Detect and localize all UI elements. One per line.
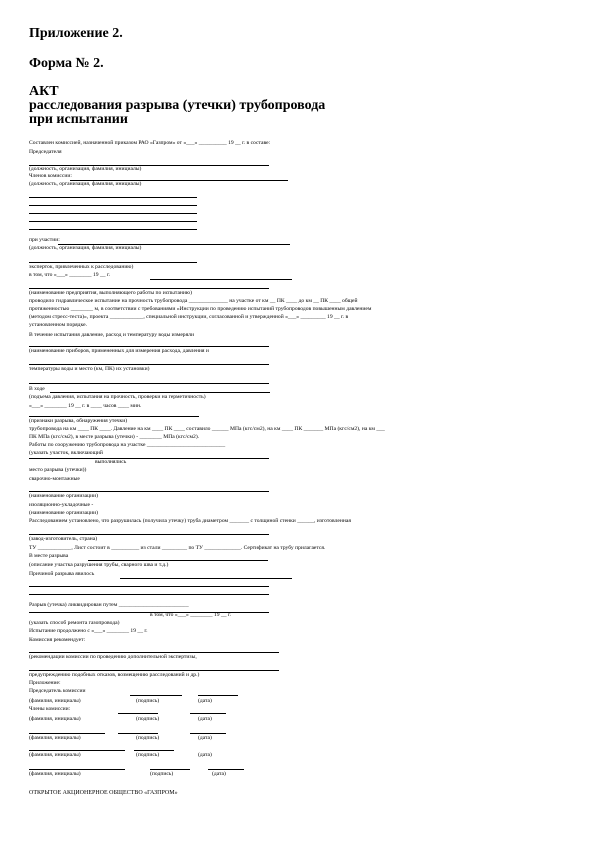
form-text-line: Причиной разрыва явилось: [29, 571, 95, 577]
form-text-line: Составлен комиссией, назначенной приказом РАО «Газпром» от «___» __________ 19 __ г. в составе:: [29, 140, 271, 146]
form-text-line: ТУ ____________, Лист состоит в __________ из стали _________ по ТУ _____________. Сертификат на трубу прилагается.: [29, 545, 326, 551]
signature-caption-date: (дата): [198, 735, 212, 741]
signature-caption-name: (фамилия, инициалы): [29, 716, 81, 722]
signature-line[interactable]: [118, 733, 158, 734]
name-line[interactable]: [29, 750, 125, 751]
form-text-line: (должность, организация, фамилия, инициалы): [29, 181, 142, 187]
fill-in-line[interactable]: [50, 392, 270, 393]
form-text-line: место разрыва (утечки)): [29, 467, 87, 473]
form-text-line: (признаки разрыва, обнаружения утечки): [29, 418, 128, 424]
form-text-line: проводило гидравлическое испытание на прочность трубопровода ______________ на участке от км __ ПК ____ до км __ ПК ____ общей: [29, 298, 358, 304]
signature-line[interactable]: [150, 769, 190, 770]
form-text-line: (рекомендации комиссии по проведению дополнительной экспертизы,: [29, 654, 197, 660]
name-line[interactable]: [29, 733, 105, 734]
form-text-line: Работы по сооружению трубопровода на участке ____________________________: [29, 442, 226, 448]
form-text-line: «___» ________ 19 __ г. в ____ часов ____ мин.: [29, 403, 142, 409]
fill-in-line[interactable]: [29, 458, 269, 459]
form-text-line: Председателя: [29, 149, 62, 155]
form-text-line: (указать участок, включающий: [29, 450, 103, 456]
fill-in-line[interactable]: [29, 491, 269, 492]
form-text-line: Приложение:: [29, 680, 61, 686]
form-text-line: в том, что «___» ________ 19 __ г.: [29, 272, 111, 278]
form-text-line: (наименование приборов, примененных для измерения расхода, давления и: [29, 348, 209, 354]
form-text-line: (наименование предприятия, выполняющего работы по испытанию): [29, 290, 192, 296]
fill-in-line[interactable]: [29, 229, 197, 230]
signature-line[interactable]: [134, 750, 174, 751]
date-line[interactable]: [190, 733, 226, 734]
fill-in-line[interactable]: [29, 221, 197, 222]
date-line[interactable]: [198, 695, 238, 696]
act-title-line-2: расследования разрыва (утечки) трубопровода: [29, 98, 326, 113]
signature-caption-sign: (подпись): [136, 735, 160, 741]
fill-in-line[interactable]: [29, 534, 269, 535]
form-text-line: температуры воды и место (км, ПК) их установки): [29, 366, 150, 372]
form-number-heading: Форма № 2.: [29, 56, 104, 71]
signature-caption-name: (фамилия, инициалы): [29, 698, 81, 704]
date-line[interactable]: [208, 769, 244, 770]
form-text-line: (подъема давления, испытания на прочность, проверки на герметичность): [29, 394, 206, 400]
form-text-line: (указать способ ремонта газопровода): [29, 620, 120, 626]
form-text-line: предупреждению подобных отказов, возмещению расследований и др.): [29, 672, 200, 678]
form-text-line: Комиссия рекомендует:: [29, 637, 86, 643]
fill-in-line[interactable]: [29, 213, 197, 214]
signature-caption-date: (дата): [198, 752, 212, 758]
form-text-line: ПК МПа (кгс/см2), в месте разрыва (утечки) - ________ МПа (кгс/см2).: [29, 434, 200, 440]
form-text-line: при участии:: [29, 237, 60, 243]
signature-caption-date: (дата): [198, 698, 212, 704]
form-text-line: протяженностью ________ м, в соответствии с требованиями «Инструкции по проведению испытаний трубопроводов повышенным давлением: [29, 306, 372, 312]
signature-caption-sign: (подпись): [150, 771, 174, 777]
fill-in-line[interactable]: [29, 652, 279, 653]
fill-in-line[interactable]: [88, 560, 268, 561]
form-text-line: Расследованием установлено, что разрушилась (получила утечку) труба диаметром _______ с толщиной стенки ______, изготовленная: [29, 518, 351, 524]
fill-in-line[interactable]: [29, 346, 269, 347]
footer-company-name: ОТКРЫТОЕ АКЦИОНЕРНОЕ ОБЩЕСТВО «ГАЗПРОМ»: [29, 790, 178, 796]
signature-caption-name: (фамилия, инициалы): [29, 735, 81, 741]
form-text-line: Члены комиссии:: [29, 706, 71, 712]
form-text-line: Членов комиссии:: [29, 173, 72, 179]
fill-in-line[interactable]: [29, 383, 269, 384]
form-text-line: сварочно-монтажные: [29, 476, 80, 482]
form-text-line: (методом стресс-теста)», проекта ____________, специальной инструкции, согласованной и утвержденной «___» _________ 19 __ г. в: [29, 314, 349, 320]
fill-in-line[interactable]: [29, 364, 269, 365]
appendix-heading: Приложение 2.: [29, 26, 123, 41]
form-text-line: трубопровода на км ____ ПК ____. Давление на км ____ ПК ____ составило ______ МПа (кгс/см2), на км ____ ПК _______ МПа (кгс/см2), на км ___: [29, 426, 385, 432]
form-text-line: Разрыв (утечка) ликвидирован путем _________________________: [29, 602, 189, 608]
fill-in-line[interactable]: [29, 205, 197, 206]
form-text-line: Председатель комиссии: [29, 688, 86, 694]
signature-line[interactable]: [118, 713, 158, 714]
form-text-line: изоляционно-укладочные -: [29, 502, 94, 508]
act-title-line-3: при испытании: [29, 112, 128, 127]
fill-in-line[interactable]: [29, 612, 269, 613]
signature-caption-sign: (подпись): [136, 698, 160, 704]
fill-in-line[interactable]: [120, 578, 292, 579]
form-text-line: (завод-изготовитель, страна): [29, 536, 98, 542]
form-text-line: (должность, организация, фамилия, инициалы): [29, 166, 142, 172]
fill-in-line[interactable]: [29, 586, 269, 587]
signature-caption-sign: (подпись): [136, 716, 160, 722]
form-text-line: В месте разрыва: [29, 553, 69, 559]
date-line[interactable]: [190, 713, 226, 714]
signature-caption-date: (дата): [212, 771, 226, 777]
act-title: АКТ: [29, 84, 59, 99]
name-line[interactable]: [29, 769, 125, 770]
signature-caption-sign: (подпись): [136, 752, 160, 758]
signature-caption-date: (дата): [198, 716, 212, 722]
form-text-line: выполнялись: [95, 459, 127, 465]
form-text-line: установленном порядке.: [29, 322, 87, 328]
form-text-line: (наименование организации): [29, 510, 98, 516]
signature-line[interactable]: [130, 695, 182, 696]
fill-in-line[interactable]: [29, 594, 269, 595]
form-text-line: (описание участка разрушения трубы, сварного шва и т.д.): [29, 562, 169, 568]
form-text-line: (наименование организации): [29, 493, 98, 499]
form-text-line: эксперток, привлеченных к расследованию): [29, 264, 134, 270]
fill-in-line[interactable]: [29, 197, 197, 198]
signature-caption-name: (фамилия, инициалы): [29, 752, 81, 758]
signature-caption-name: (фамилия, инициалы): [29, 771, 81, 777]
form-text-line: В ходе: [29, 386, 45, 392]
fill-in-line[interactable]: [29, 262, 197, 263]
form-text-line: в том, что «___» ________ 19 __ г.: [150, 612, 232, 618]
form-text-line: Испытание продолжено с «___» ________ 19 __ г.: [29, 628, 148, 634]
fill-in-line[interactable]: [29, 288, 269, 289]
form-text-line: (должность, организация, фамилия, инициалы): [29, 245, 142, 251]
fill-in-line[interactable]: [29, 416, 199, 417]
fill-in-line[interactable]: [150, 279, 292, 280]
fill-in-line[interactable]: [29, 670, 279, 671]
form-text-line: В течение испытания давление, расход и температуру воды измеряли: [29, 332, 194, 338]
